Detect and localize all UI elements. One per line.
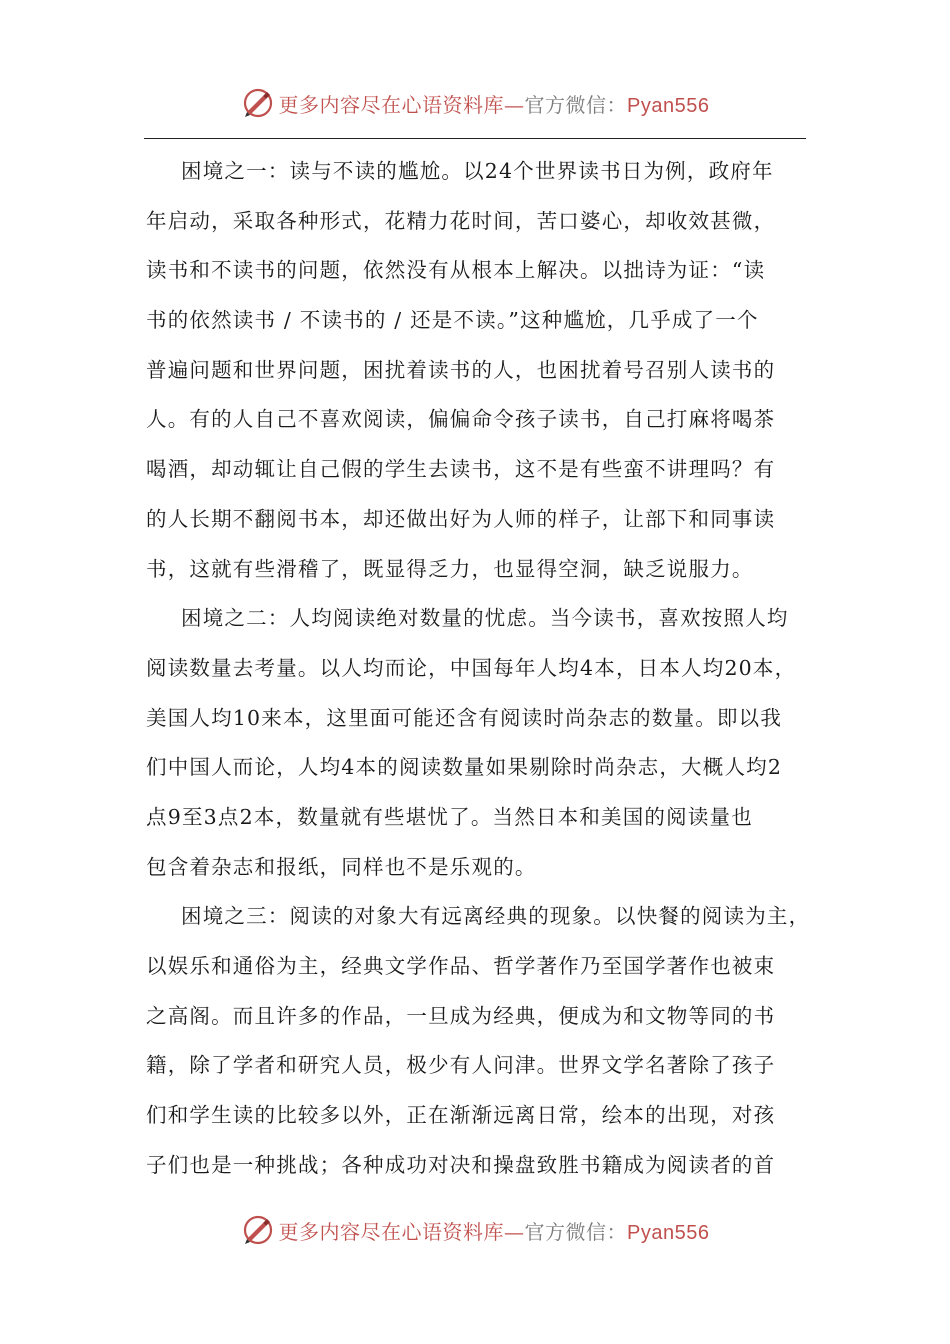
document-body (146, 147, 818, 1190)
text-line: 困境之二：人均阅读绝对数量的忧虑。当今读书，喜欢按照人均 (181, 606, 789, 631)
banner-official: 官方微信： (524, 92, 628, 117)
text-line: 们中国人而论，人均4本的阅读数量如果剔除时尚杂志，大概人均2 (146, 755, 783, 780)
banner-text (279, 89, 710, 118)
text-line: 之高阁。而且许多的作品，一旦成为经典，便成为和文物等同的书 (146, 1003, 776, 1028)
text-line: 书，这就有些滑稽了，既显得乏力，也显得空洞，缺乏说服力。 (146, 556, 754, 581)
banner-site: 更多内容尽在心语资料库 (278, 1219, 505, 1244)
pen-logo-icon (241, 86, 275, 120)
pen-logo-icon (241, 1213, 275, 1247)
text-line: 们和学生读的比较多以外，正在渐渐远离日常，绘本的出现，对孩 (146, 1103, 776, 1128)
banner-site: 更多内容尽在心语资料库 (278, 92, 505, 117)
banner-dash: — (504, 92, 525, 117)
text-line: 的人长期不翻阅书本，却还做出好为人师的样子，让部下和同事读 (146, 506, 776, 531)
text-line: 以娱乐和通俗为主，经典文学作品、哲学著作乃至国学著作也被束 (146, 954, 776, 978)
text-line: 书的依然读书 / 不读书的 / 还是不读。”这种尴尬，几乎成了一个 (146, 308, 759, 333)
text-line: 年启动，采取各种形式，花精力花时间，苦口婆心，却收效甚微， (146, 208, 776, 233)
text-line: 读书和不读书的问题，依然没有从根本上解决。以拙诗为证：“读 (146, 258, 766, 283)
text-line: 点9至3点2本，数量就有些堪忧了。当然日本和美国的阅读量也 (146, 804, 753, 829)
text-line: 困境之三：阅读的对象大有远离经典的现象。以快餐的阅读为主， (181, 904, 811, 929)
text-line: 美国人均10来本，这里面可能还含有阅读时尚杂志的数量。即以我 (146, 705, 783, 730)
footer-banner (0, 1210, 950, 1250)
header-rule (144, 138, 806, 139)
banner-text (279, 1216, 710, 1245)
text-line: 人。有的人自己不喜欢阅读，偏偏命令孩子读书，自己打麻将喝茶 (146, 407, 776, 432)
banner-wechat: Pyan556 (627, 1221, 710, 1244)
header-banner (0, 83, 950, 123)
text-line: 喝酒，却动辄让自己假的学生去读书，这不是有些蛮不讲理吗？有 (146, 457, 776, 482)
text-line: 阅读数量去考量。以人均而论，中国每年人均4本，日本人均20本， (146, 655, 797, 680)
text-line: 普遍问题和世界问题，困扰着读书的人，也困扰着号召别人读书的 (146, 357, 776, 382)
banner-dash: — (504, 1219, 525, 1244)
text-line: 子们也是一种挑战；各种成功对决和操盘致胜书籍成为阅读者的首 (146, 1152, 776, 1177)
banner-wechat: Pyan556 (627, 94, 710, 117)
text-line: 包含着杂志和报纸，同样也不是乐观的。 (146, 854, 537, 879)
banner-official: 官方微信： (524, 1219, 628, 1244)
text-line: 困境之一：读与不读的尴尬。以24个世界读书日为例，政府年 (181, 159, 774, 183)
text-line: 籍，除了学者和研究人员，极少有人问津。世界文学名著除了孩子 (146, 1053, 776, 1078)
